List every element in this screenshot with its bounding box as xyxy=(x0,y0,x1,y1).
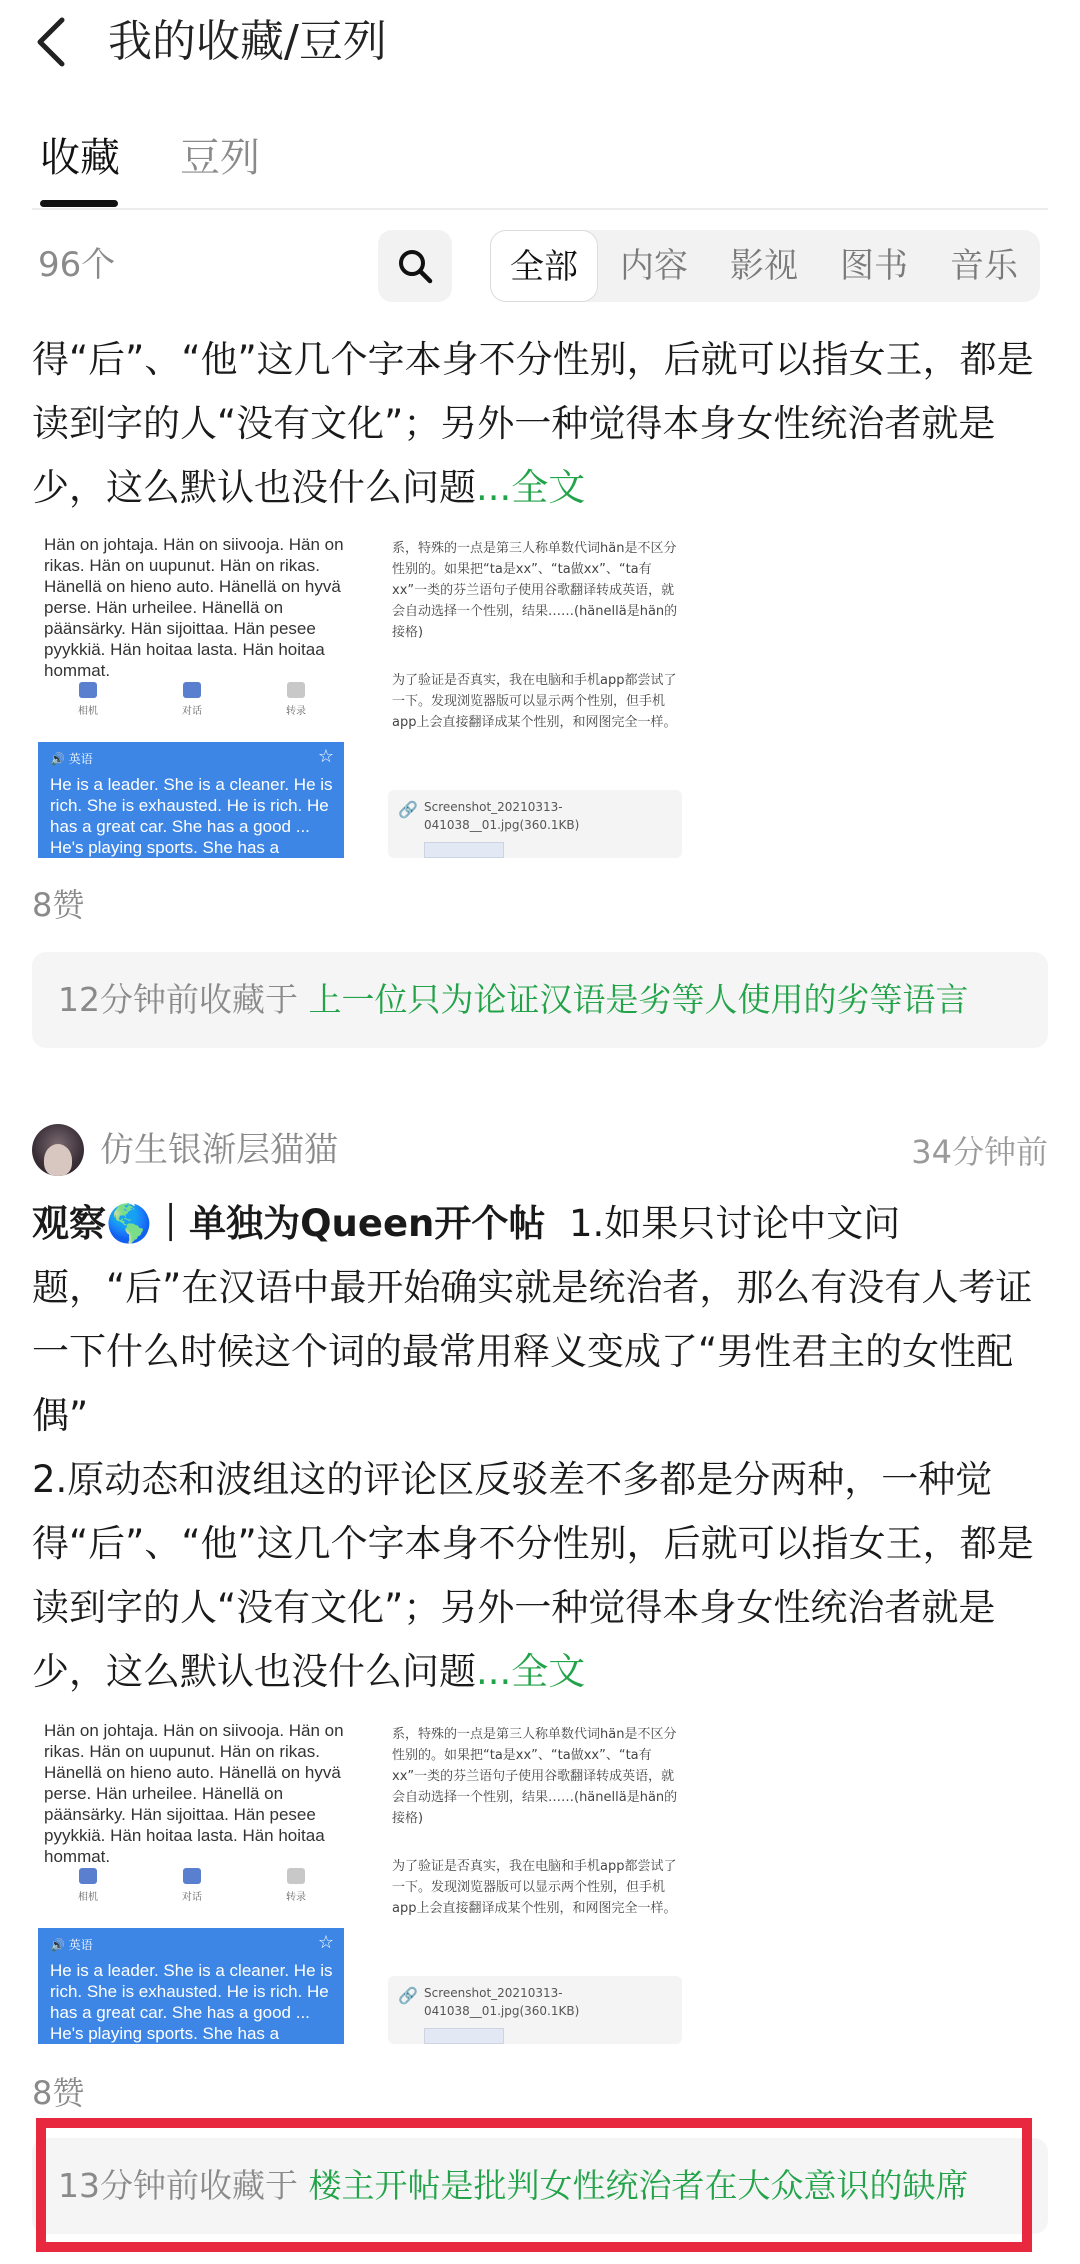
translation-box xyxy=(38,1928,344,2044)
filter-books[interactable]: 图书 xyxy=(840,246,908,286)
author-name[interactable]: 仿生银渐层猫猫 xyxy=(100,1130,338,1170)
paperclip-icon: 🔗 xyxy=(398,1986,418,2005)
post-title: 观察🌎｜单独为Queen开个帖 xyxy=(32,1202,546,1245)
filter-movies[interactable]: 影视 xyxy=(730,246,798,286)
saved-text: 12分钟前收藏于 上一位只为论证汉语是劣等人使用的劣等语言 xyxy=(58,980,969,1019)
active-tab-indicator xyxy=(40,200,118,207)
conversation-tab: 对话 xyxy=(152,682,232,717)
post-body: 得“后”、“他”这几个字本身不分性别，后就可以指女王，都是读到字的人“没有文化”；另外一种觉得本身女性统治者就是少，这么默认也没什么问题 xyxy=(32,338,1034,509)
item-count: 96个 xyxy=(38,245,116,285)
mic-icon xyxy=(287,682,305,698)
transcribe-tab: 转录 xyxy=(256,682,336,717)
post-images xyxy=(32,1720,682,2044)
language-label: 🔊 英语 xyxy=(50,752,93,766)
camera-tab: 相机 xyxy=(48,1868,128,1903)
image-text: 系，特殊的一点是第三人称单数代词hän是不区分性别的。如果把“ta是xx”、“ta做xx”、“ta有xx”一类的芬兰语句子使用谷歌翻译转成英语，就会自动选择一个性别，结果……(hänellä是hän的接格) xyxy=(392,1727,678,1826)
image-text: 系，特殊的一点是第三人称单数代词hän是不区分性别的。如果把“ta是xx”、“ta做xx”、“ta有xx”一类的芬兰语句子使用谷歌翻译转成英语，就会自动选择一个性别，结果……(hänellä是hän的接格) xyxy=(392,541,678,640)
tab-doulists[interactable]: 豆列 xyxy=(180,135,260,181)
camera-icon xyxy=(79,682,97,698)
post-image[interactable] xyxy=(384,534,684,858)
post-time: 34分钟前 xyxy=(911,1133,1048,1171)
like-count: 8赞 xyxy=(32,2074,85,2112)
star-icon: ☆ xyxy=(317,1932,334,1953)
post-text[interactable] xyxy=(32,1192,1048,1704)
post-images xyxy=(32,534,682,858)
post-body: 2.原动态和波组这的评论区反驳差不多都是分两种，一种觉得“后”、“他”这几个字本身不分性别，后就可以指女王，都是读到字的人“没有文化”；另外一种觉得本身女性统治者就是少，这么默认也没什么问题 xyxy=(32,1458,1034,1693)
like-count: 8赞 xyxy=(32,886,85,924)
translation-box xyxy=(38,742,344,858)
tab-bar xyxy=(0,120,1080,210)
conversation-tab: 对话 xyxy=(152,1868,232,1903)
language-label: 🔊 英语 xyxy=(50,1938,93,1952)
author-row xyxy=(0,1122,1080,1182)
english-text: He is a leader. She is a cleaner. He is rich. She is exhausted. He is rich. He has a great car. She has a good ... He's playing sports. She has a xyxy=(50,1961,333,2043)
filter-content[interactable]: 内容 xyxy=(620,246,688,286)
back-arrow-icon[interactable] xyxy=(30,14,74,70)
app-tabs xyxy=(32,1868,352,1916)
image-text: 为了验证是否真实，我在电脑和手机app都尝试了一下。发现浏览器版可以显示两个性别，但手机app上会直接翻译成某个性别，和网图完全一样。 xyxy=(392,673,677,730)
filter-music[interactable]: 音乐 xyxy=(950,246,1018,286)
read-more-link[interactable]: ...全文 xyxy=(476,1650,586,1693)
post-text[interactable] xyxy=(32,328,1048,520)
attachment-preview xyxy=(424,2028,504,2044)
camera-icon xyxy=(79,1868,97,1884)
category-filter xyxy=(490,230,1040,302)
header xyxy=(0,0,1080,90)
post-image[interactable] xyxy=(32,534,352,858)
post-image[interactable] xyxy=(384,1720,684,2044)
search-button[interactable] xyxy=(378,230,452,302)
search-icon xyxy=(395,246,435,286)
english-text: He is a leader. She is a cleaner. He is rich. She is exhausted. He is rich. He has a great car. She has a good ... He's playing sports. She has a xyxy=(50,775,333,857)
highlight-annotation xyxy=(36,2118,1032,2252)
attachment xyxy=(388,1976,682,2044)
filter-bar xyxy=(0,226,1080,306)
post-image[interactable] xyxy=(32,1720,352,2044)
paperclip-icon: 🔗 xyxy=(398,800,418,819)
page-title: 我的收藏/豆列 xyxy=(108,16,387,67)
star-icon: ☆ xyxy=(317,746,334,767)
filter-all[interactable]: 全部 xyxy=(490,230,598,302)
attachment-name: Screenshot_20210313-041038__01.jpg(360.1KB) xyxy=(424,1986,580,2018)
camera-tab: 相机 xyxy=(48,682,128,717)
finnish-text: Hän on johtaja. Hän on siivooja. Hän on rikas. Hän on uupunut. Hän on rikas. Hänellä on hieno auto. Hänellä on hyvä perse. Hän urheilee. Hänellä on päänsärky. Hän sijoittaa. Hän pesee pyykkiä. Hän hoitaa lasta. Hän hoitaa hommat. xyxy=(44,1721,344,1866)
source-link[interactable]: 楼主开帖是批判女性统治者在大众意识的缺席 xyxy=(308,2166,969,2205)
mic-icon xyxy=(287,1868,305,1884)
attachment-preview xyxy=(424,842,504,858)
saved-info[interactable] xyxy=(32,952,1048,1048)
attachment-name: Screenshot_20210313-041038__01.jpg(360.1KB) xyxy=(424,800,580,832)
app-tabs xyxy=(32,682,352,730)
image-text: 为了验证是否真实，我在电脑和手机app都尝试了一下。发现浏览器版可以显示两个性别，但手机app上会直接翻译成某个性别，和网图完全一样。 xyxy=(392,1859,677,1916)
transcribe-tab: 转录 xyxy=(256,1868,336,1903)
attachment xyxy=(388,790,682,858)
read-more-link[interactable]: ...全文 xyxy=(476,466,586,509)
avatar[interactable] xyxy=(32,1124,84,1176)
post-body: 1.如果只讨论中文问题，“后”在汉语中最开始确实就是统治者，那么有没有人考证一下什么时候这个词的最常用释义变成了“男性君主的女性配偶” xyxy=(32,1202,1033,1437)
saved-text: 13分钟前收藏于 楼主开帖是批判女性统治者在大众意识的缺席 xyxy=(58,2166,969,2205)
tab-favorites[interactable]: 收藏 xyxy=(40,135,120,181)
people-icon xyxy=(183,682,201,698)
source-link[interactable]: 上一位只为论证汉语是劣等人使用的劣等语言 xyxy=(308,980,969,1019)
finnish-text: Hän on johtaja. Hän on siivooja. Hän on rikas. Hän on uupunut. Hän on rikas. Hänellä on hieno auto. Hänellä on hyvä perse. Hän urheilee. Hänellä on päänsärky. Hän sijoittaa. Hän pesee pyykkiä. Hän hoitaa lasta. Hän hoitaa hommat. xyxy=(44,535,344,680)
people-icon xyxy=(183,1868,201,1884)
divider xyxy=(32,208,1048,210)
